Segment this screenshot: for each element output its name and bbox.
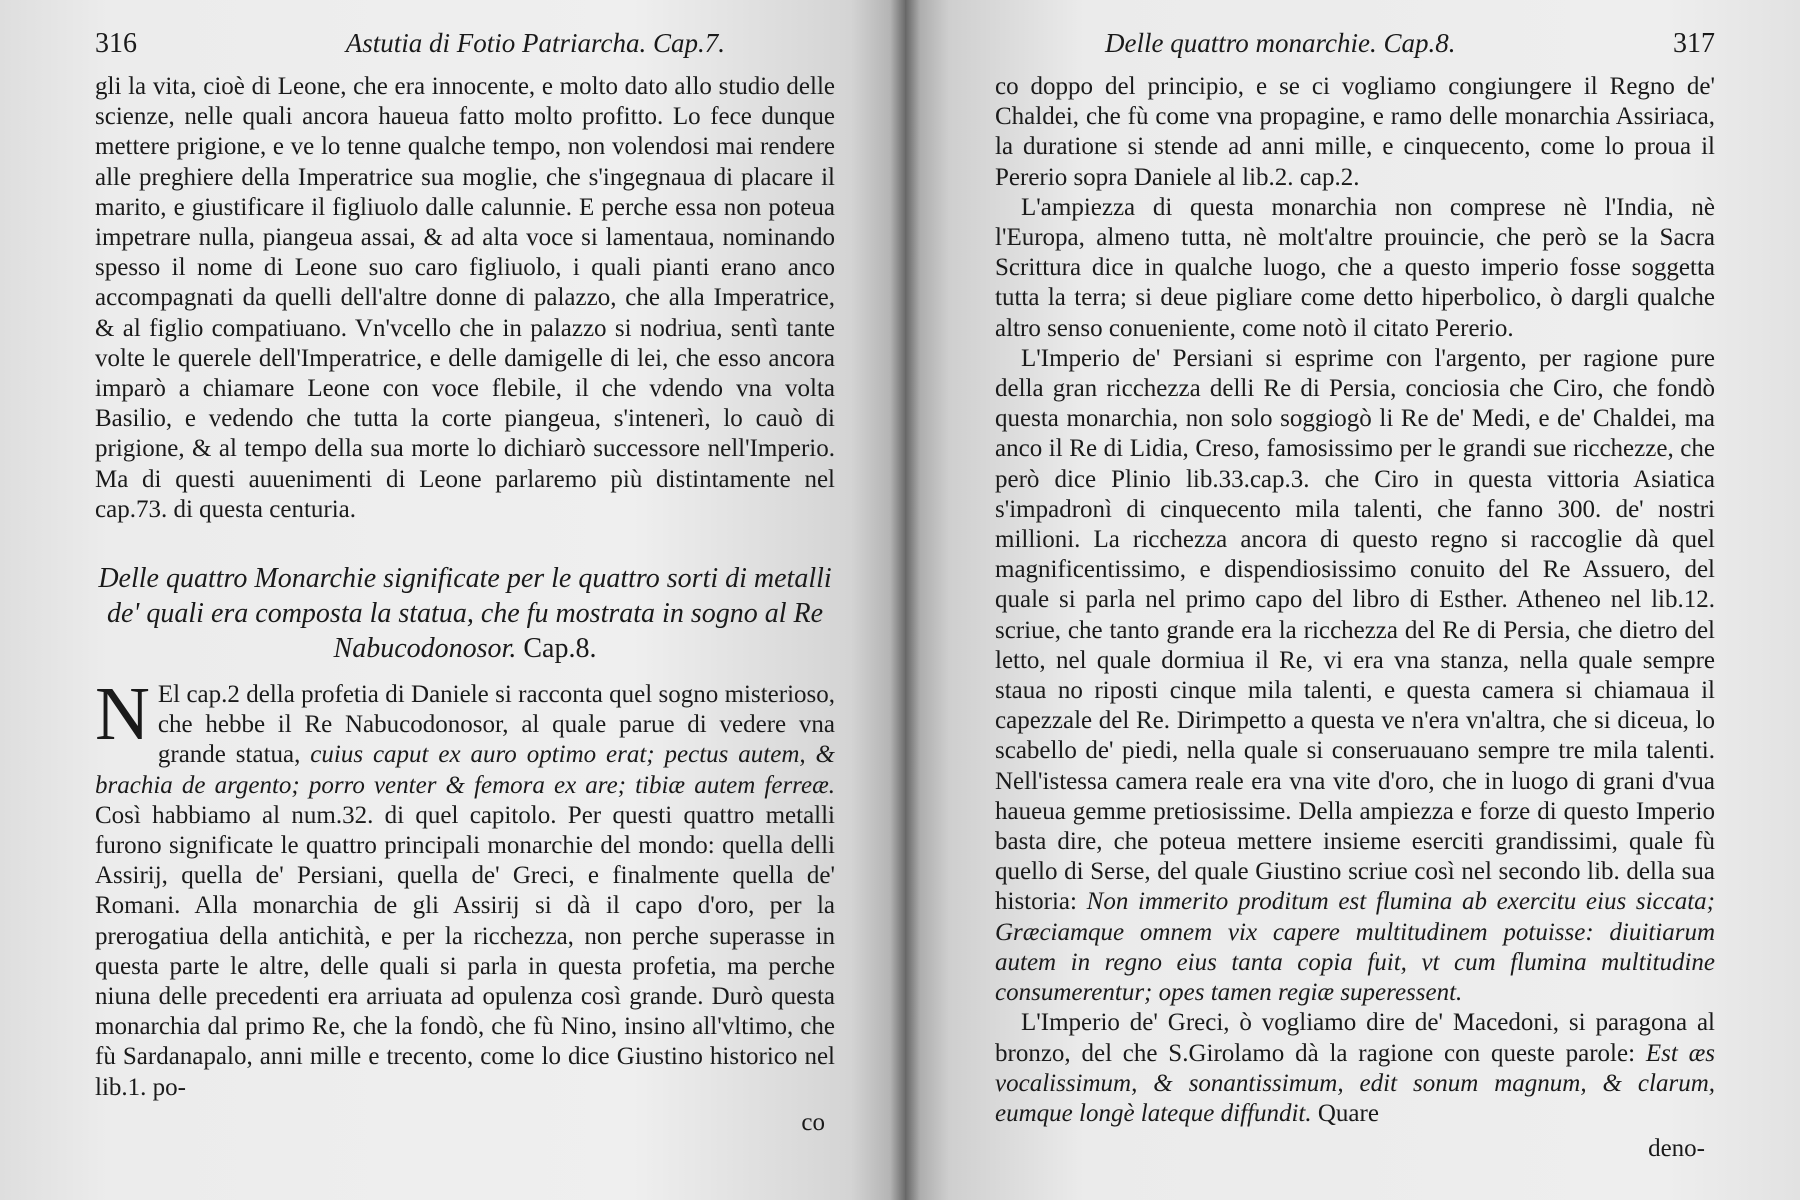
para2-end: Così habbiamo al num.32. di quel capitolo. Per questi quattro metalli furono significate le quattro principali monarchie del mondo: quella delli Assirij, quella de' Persiani, quella de' Greci, e finalmente quella de' Romani. Alla monarchia de gli Assirij si dà il capo d'oro, per la prerogatiua della antichità, e per la ricchezza, non perche superasse in questa parte le altre, delle quali si parla in questa profetia, ma perche niuna delle precedenti era arriuata ad opulenza così grande. Durò questa monarchia dal primo Re, che la fondò, che fù Nino, insino all'vltimo, che fù Sardanapalo, anni mille e trecento, come lo dice Giustino historico nel lib.1. po- [95, 801, 835, 1101]
right-paragraph-1: co doppo del principio, e se ci vogliamo congiungere il Regno de' Chaldei, che fù come vna propagine, e ramo delle monarchia Assiriaca, la duratione si stende ad anni mille, e cinquecento, come lo proua il Pererio sopra Daniele al lib.2. cap.2. [995, 73, 1715, 191]
para2-latin-quote: cuius caput ex auro optimo erat; pectus autem, & brachia de argento; porro venter & femora ex are; tibiæ autem ferreæ. [95, 741, 835, 799]
para3-latin-quote: Non immerito proditum est flumina ab exercitu eius siccata; Græciamque omnem vix capere multitudinem potuisse: diuitiarum autem in regno eius tanta copia fuit, vt cum flumina multitudine consumerentur; opes tamen regiæ superessent. [995, 888, 1716, 1007]
para3-text: L'Imperio de' Persiani si esprime con l'argento, per ragione pure della gran ricchezza delli Re di Persia, conciosia che Ciro, che fondò questa monarchia, non solo soggiogò li Re de' Medi, e de' Chaldei, ma anco il Re di Lidia, Creso, famosissimo per le grandi sue ricchezze, che però dice Plinio lib.33.cap.3. che Ciro in questa vittoria Asiatica s'impadronì di cinquecento mila talenti, che fanno 300. de' nostri millioni. La ricchezza ancora di questo regno si raccoglie dà quel magnificentissimo, e dispendiosissimo conuito del Re Assuero, del quale si parla nel primo capo del libro di Esther. Atheneo nel lib.12. scriue, che tanto grande era la ricchezza del Re di Persia, che dietro del letto, nel quale dormiua il Re, vi era vna stanza, nella quale sempre staua no riposti cinque mila talenti, e questa camera si chiamaua il capezzale del Re. Dirimpetto a questa ve n'era vn'altra, che si diceua, lo scabello de' piedi, nella quale si conseruauano sempre tre mila talenti. Nell'istessa camera reale era vna vite d'oro, che in luogo di grani d'vua haueua gemme pretiosissime. Della ampiezza e forze di questo Imperio basta dire, che poteua mettere insieme eserciti grandissimi, quale fù quello di Serse, del quale Giustino scriue così nel secondo lib. della sua historia: [995, 344, 1715, 916]
left-text-block [95, 72, 835, 1137]
para4-text: L'Imperio de' Greci, ò vogliamo dire de' Macedoni, si paragona al bronzo, del che S.Girolamo dà la ragione con queste parole: [995, 1009, 1715, 1067]
right-paragraph-2: L'ampiezza di questa monarchia non comprese nè l'India, nè l'Europa, almeno tutta, nè molt'altre prouincie, che però se la Sacra Scrittura dice in qualche luogo, che a questo imperio fosse soggetta tutta la terra; si deue pigliare come detto hiperbolico, ò dargli qualche altro senso conueniente, come notò il citato Pererio. [995, 193, 1715, 342]
para2-start: El cap.2 della profetia di Daniele si racconta quel sogno misterioso, che hebbe il Re Nabucodonosor, al quale parue di vedere vna grande statua, [157, 681, 835, 769]
right-catchword: deno- [1648, 1135, 1705, 1163]
right-running-head: Delle quattro monarchie. Cap.8. [1105, 28, 1456, 58]
para4-latin-quote: Est æs vocalissimum, & sonantissimum, edit sonum magnum, & clarum, eumque longè lateque diffundit. [995, 1039, 1716, 1127]
right-running-header [995, 28, 1715, 68]
drop-cap-letter: N [95, 672, 150, 757]
para4-end: Quare [1317, 1099, 1379, 1127]
left-page-number: 316 [95, 28, 137, 59]
chapter-label: Cap.8. [523, 633, 597, 665]
chapter-title-text: Delle quattro Monarchie significate per le quattro sorti di metalli de' quali era composta la statua, che fu mostrata in sogno al Re Nabucodonosor. [98, 563, 832, 665]
right-page-number: 317 [1673, 28, 1715, 59]
book-gutter-shadow [890, 0, 920, 1200]
right-page [905, 0, 1800, 1200]
left-paragraph-2 [95, 672, 835, 1103]
left-catchword: co [801, 1108, 825, 1136]
left-running-head: Astutia di Fotio Patriarcha. Cap.7. [345, 28, 725, 58]
left-running-header [95, 28, 835, 68]
right-paragraph-4 [995, 1008, 1715, 1129]
right-paragraph-3 [995, 344, 1715, 1008]
left-paragraph-1: gli la vita, cioè di Leone, che era innocente, e molto dato allo studio delle scienze, nelle quali ancora haueua fatto molto profitto. Lo fece dunque mettere prigione, e ve lo tenne qualche tempo, non volendosi mai rendere alle preghiere della Imperatrice sua moglie, che s'ingegnaua di placare il marito, e giustificare il figliuolo dalle calunnie. E perche essa non poteua impetrare nulla, piangeua assai, & ad alta voce si lamentaua, nominando spesso il nome di Leone suo caro figliuolo, i quali pianti erano anco accompagnati da quelli dell'altre donne di palazzo, che alla Imperatrice, & al figlio compatiuano. Vn'vcello che in palazzo si nodriua, sentì tante volte le querele dell'Imperatrice, e delle damigelle di lei, che esso ancora imparò a chiamare Leone con voce flebile, il che vdendo vna volta Basilio, e vedendo che tutta la corte piangeua, s'intenerì, lo cauò di prigione, & al tempo della sua morte lo dichiarò successore nell'Imperio. Ma di questi auuenimenti di Leone parlaremo più distintamente nel cap.73. di questa centuria. [95, 73, 835, 523]
chapter-8-title [95, 561, 835, 666]
right-text-block [995, 72, 1715, 1163]
